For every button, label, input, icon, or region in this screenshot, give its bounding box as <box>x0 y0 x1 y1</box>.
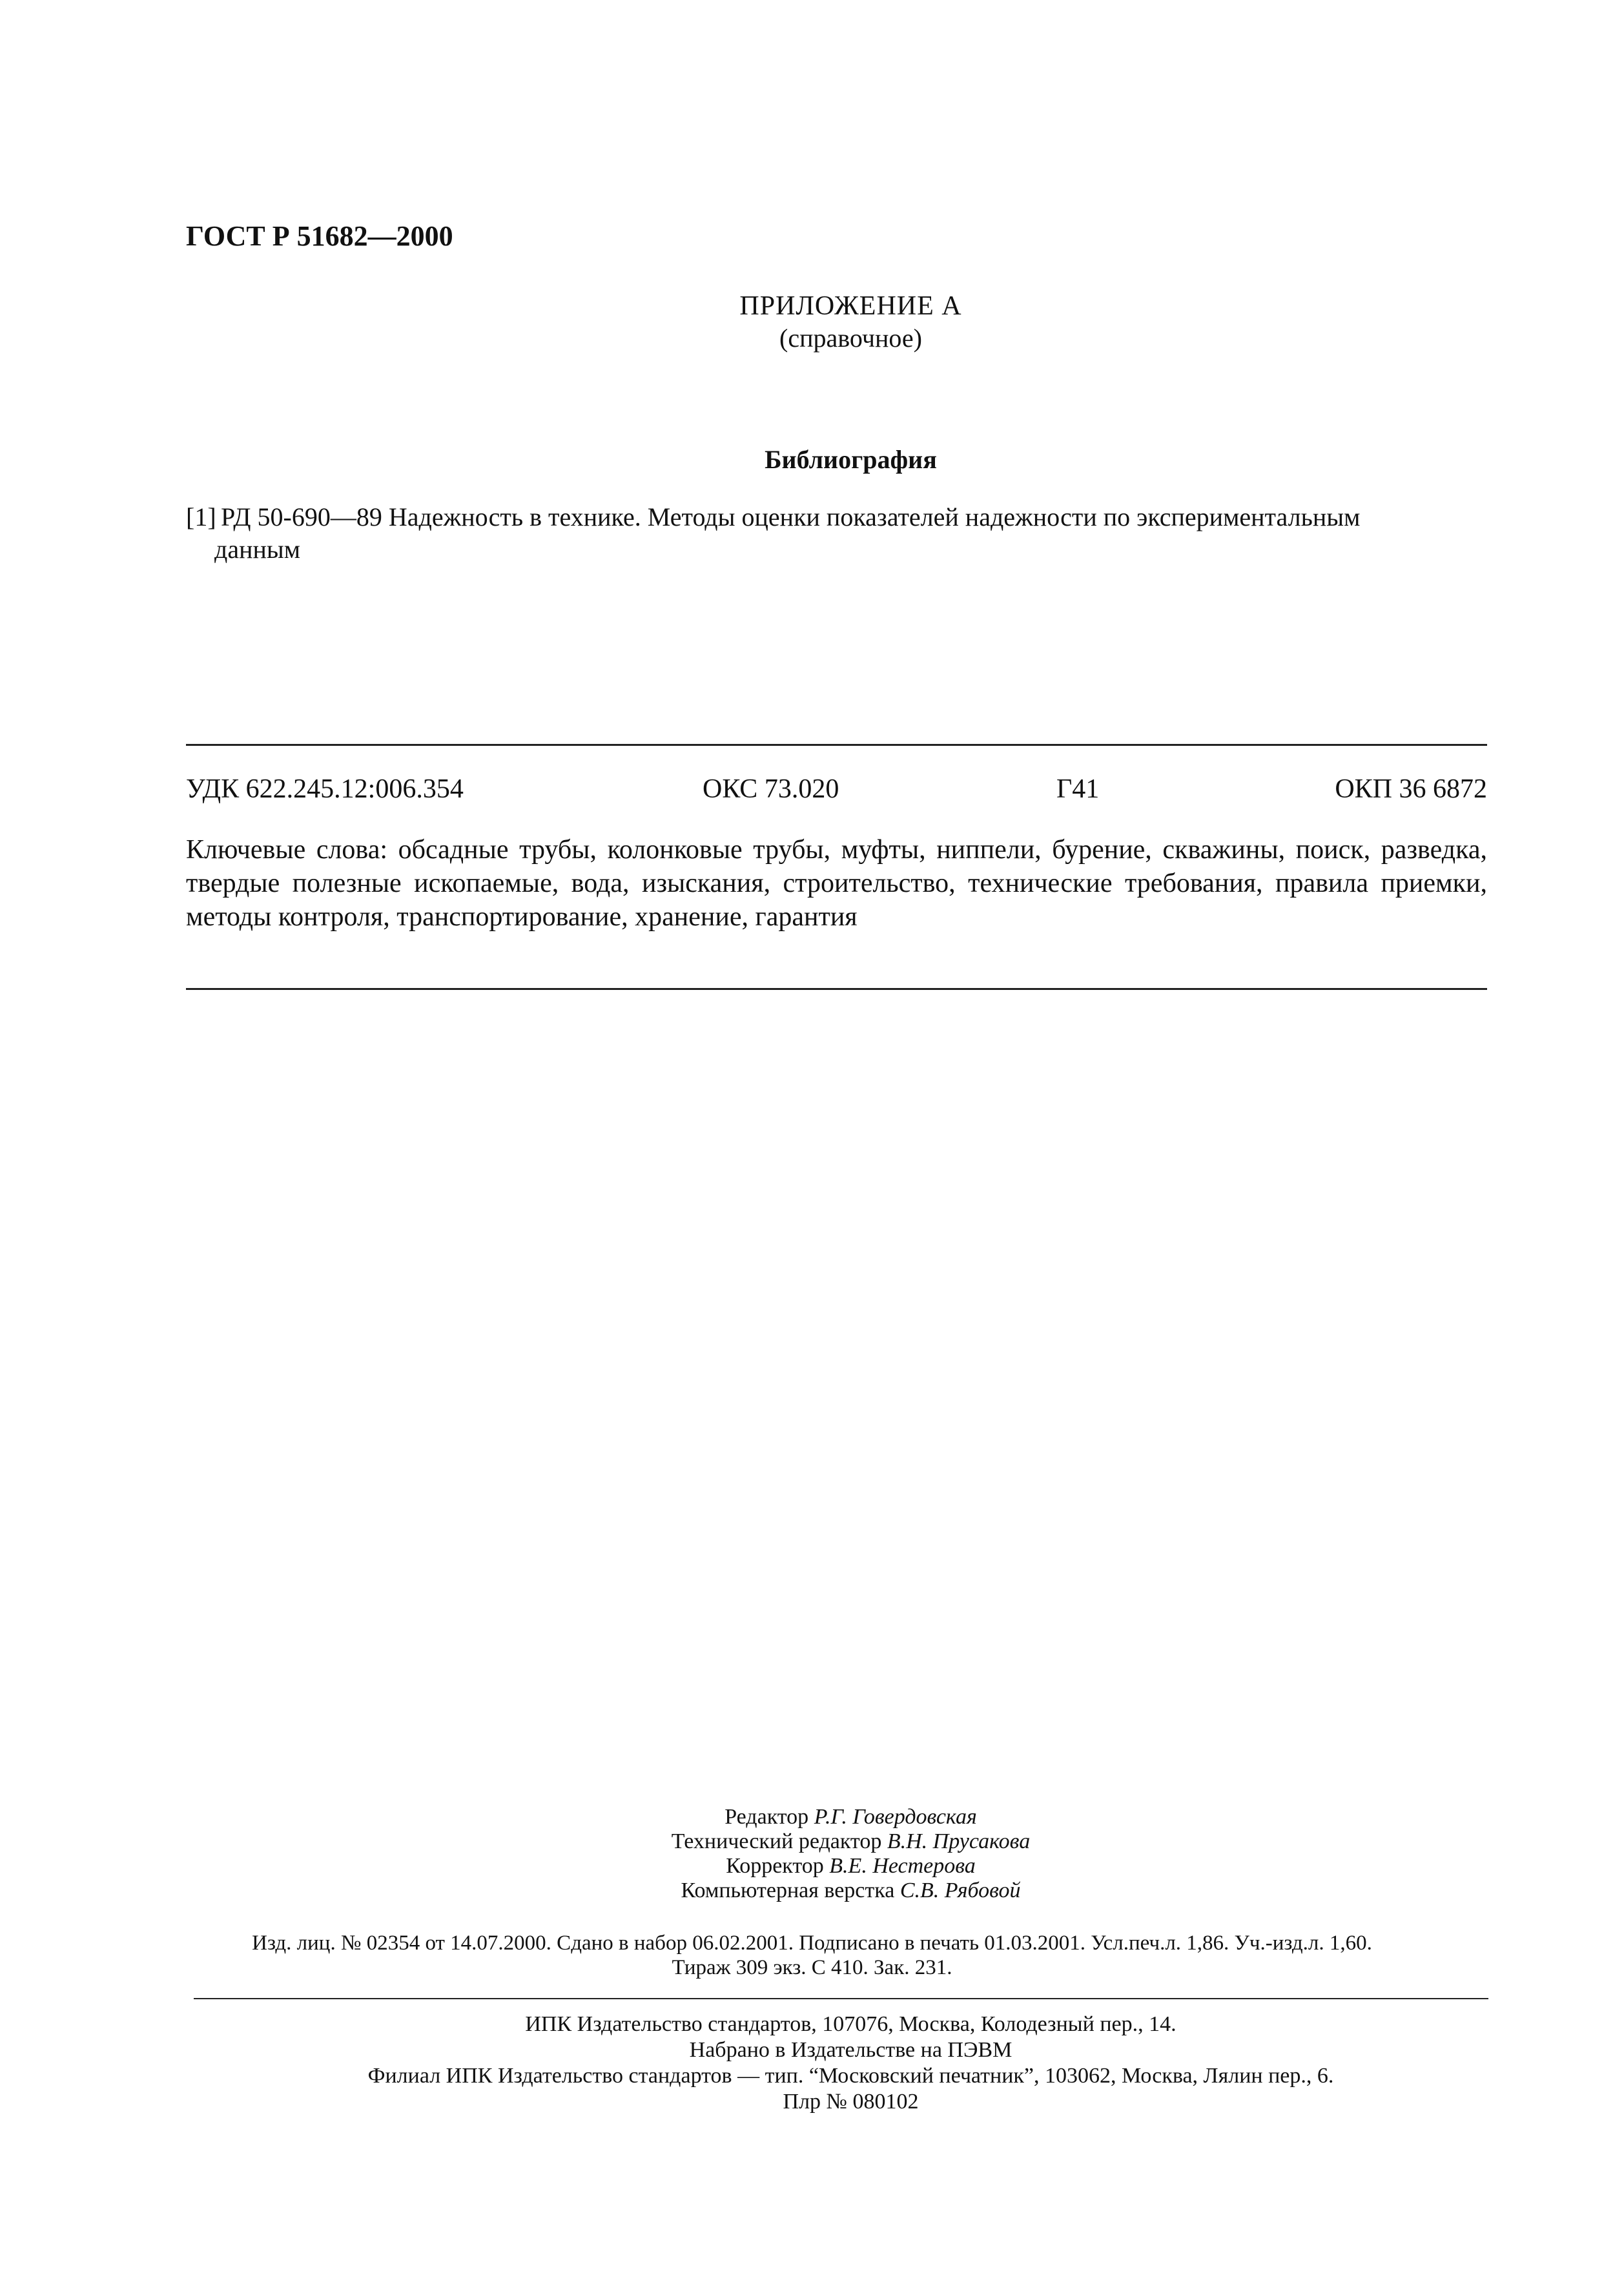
divider-imprint <box>194 1998 1488 1999</box>
bibliography-item-text: РД 50-690—89 Надежность в технике. Методы оценки показателей надежности по экспериментальным <box>221 502 1361 531</box>
keywords: Ключевые слова: обсадные трубы, колонковые трубы, муфты, ниппели, бурение, скважины, поиск, разведка, твердые полезные ископаемые, вода, изыскания, строительство, технические требования, правила приемки, методы контроля, транспортирование, хранение, гарантия <box>186 835 1487 932</box>
okp-code: ОКП 36 6872 <box>1335 774 1487 804</box>
credits-block <box>39 1805 1624 1903</box>
bibliography-item-continuation: данным <box>214 535 301 564</box>
credit-technical-editor: Технический редактор В.Н. Прусакова <box>671 1829 1031 1853</box>
group-code: Г41 <box>1056 774 1100 804</box>
credit-proofreader: Корректор В.Е. Нестерова <box>726 1854 976 1878</box>
imprint-line: Тираж 309 экз. С 410. Зак. 231. <box>672 1956 952 1979</box>
credit-layout: Компьютерная верстка С.В. Рябовой <box>681 1879 1021 1902</box>
bibliography-heading: Библиография <box>765 445 937 474</box>
publisher-block <box>39 2012 1624 2115</box>
divider-bottom <box>186 988 1487 990</box>
oks-code: ОКС 73.020 <box>703 774 839 804</box>
appendix-title: ПРИЛОЖЕНИЕ А <box>739 291 962 321</box>
publisher-line: Филиал ИПК Издательство стандартов — тип. “Московский печатник”, 103062, Москва, Лялин пер., 6. <box>367 2064 1334 2088</box>
bibliography-item-number: [1] <box>186 502 216 531</box>
appendix-subtitle: (справочное) <box>779 324 922 353</box>
document-code: ГОСТ Р 51682—2000 <box>186 220 453 252</box>
bibliography-item <box>186 500 1487 534</box>
divider-top <box>186 744 1487 746</box>
publisher-line: ИПК Издательство стандартов, 107076, Москва, Колодезный пер., 14. <box>525 2012 1177 2036</box>
imprint-block <box>0 1931 1624 1980</box>
imprint-line: Изд. лиц. № 02354 от 14.07.2000. Сдано в набор 06.02.2001. Подписано в печать 01.03.2001. Усл.печ.л. 1,86. Уч.-изд.л. 1,60. <box>252 1931 1372 1955</box>
credit-editor: Редактор Р.Г. Говердовская <box>725 1805 977 1829</box>
publisher-line: Плр № 080102 <box>783 2090 919 2114</box>
udk-code: УДК 622.245.12:006.354 <box>186 774 464 804</box>
publisher-line: Набрано в Издательстве на ПЭВМ <box>689 2038 1012 2062</box>
